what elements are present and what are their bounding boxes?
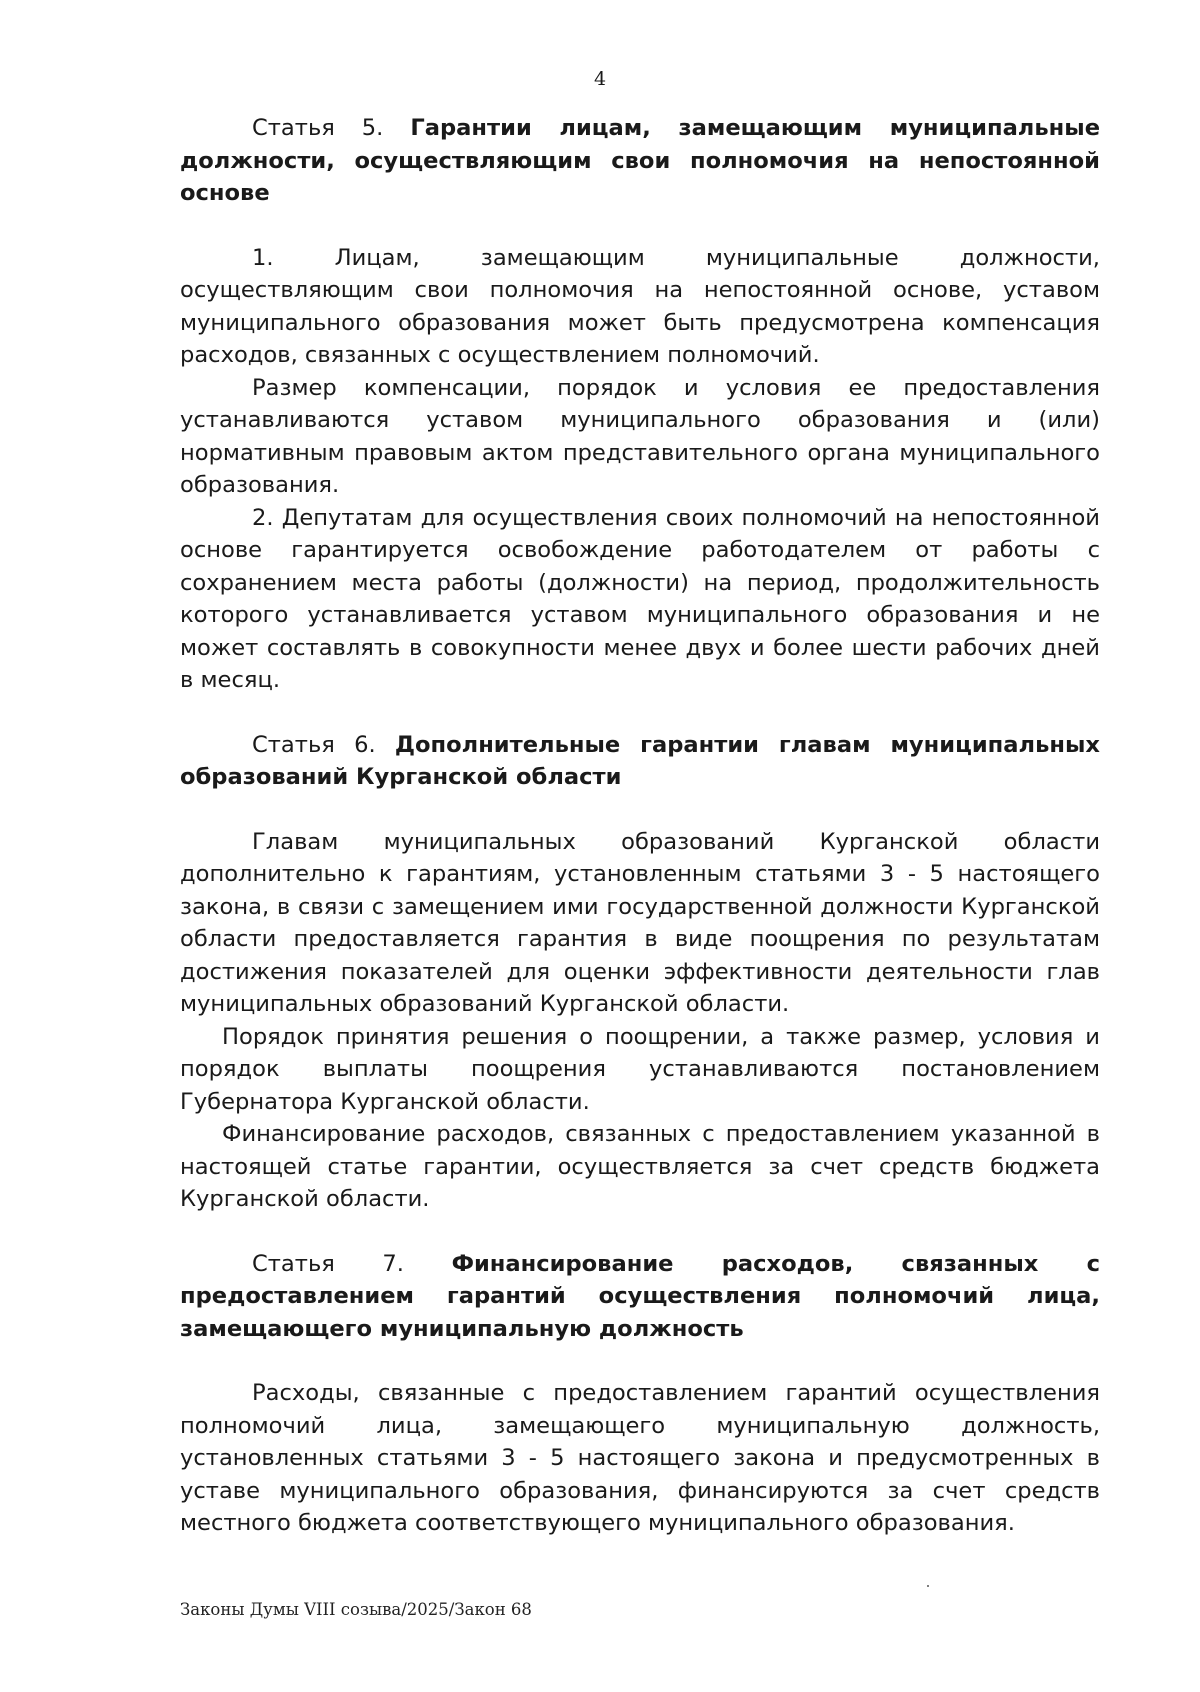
scan-speck — [927, 1585, 929, 1587]
article-5-label: Статья 5. — [252, 115, 384, 141]
article-6-heading — [180, 729, 1100, 794]
article-7-label: Статья 7. — [252, 1250, 404, 1277]
article-6 — [180, 729, 1100, 1216]
document-body — [180, 112, 1100, 1540]
article-7-heading — [180, 1248, 1100, 1346]
article-5-title: Гарантии лицам, замещающим муниципальные должности, осуществляющим свои полномочия на непостоянной основе — [180, 115, 1101, 206]
article-7-paragraph-1: Расходы, связанные с предоставлением гарантий осуществления полномочий лица, замещающего муниципальную должность, установленных статьями 3 - 5 настоящего закона и предусмотренных в уставе муниципального образования, финансируются за счет средств местного бюджета соответствующего муниципального образования. — [180, 1380, 1100, 1536]
article-6-label: Статья 6. — [252, 731, 376, 758]
article-6-paragraph-3: Финансирование расходов, связанных с предоставлением указанной в настоящей статье гарантии, осуществляется за счет средств бюджета Курганской области. — [180, 1121, 1100, 1212]
article-7-title: Финансирование расходов, связанных с предоставлением гарантий осуществления полномочий лица, замещающего муниципальную должность — [180, 1250, 1101, 1342]
section-spacer — [180, 697, 1100, 729]
article-5-paragraph-3: 2. Депутатам для осуществления своих полномочий на непостоянной основе гарантируется освобождение работодателем от работы с сохранением места работы (должности) на период, продолжительность которого устанавливается уставом муниципального образования и не может составлять в совокупности менее двух и более шести рабочих дней в месяц. — [180, 504, 1100, 693]
page-number: 4 — [593, 68, 607, 90]
article-7 — [180, 1248, 1100, 1540]
article-6-paragraph-2: Порядок принятия решения о поощрении, а также размер, условия и порядок выплаты поощрения устанавливаются постановлением Губернатора Курганской области. — [180, 1023, 1100, 1115]
article-6-paragraph-1: Главам муниципальных образований Курганской области дополнительно к гарантиям, установленным статьями 3 - 5 настоящего закона, в связи с замещением ими государственной должности Курганской области предоставляется гарантия в виде поощрения по результатам достижения показателей для оценки эффективности деятельности глав муниципальных образований Курганской области. — [180, 828, 1100, 1017]
article-5-heading — [180, 112, 1100, 210]
article-6-title: Дополнительные гарантии главам муниципальных образований Курганской области — [180, 731, 1100, 790]
article-5 — [180, 112, 1100, 697]
document-footer: Законы Думы VIII созыва/2025/Закон 68 — [180, 1600, 532, 1619]
section-spacer — [180, 1216, 1100, 1248]
article-5-paragraph-2: Размер компенсации, порядок и условия ее предоставления устанавливаются уставом муниципального образования и (или) нормативным правовым актом представительного органа муниципального образования. — [180, 374, 1100, 498]
article-5-paragraph-1: 1. Лицам, замещающим муниципальные должности, осуществляющим свои полномочия на непостоянной основе, уставом муниципального образования может быть предусмотрена компенсация расходов, связанных с осуществлением полномочий. — [180, 244, 1100, 368]
